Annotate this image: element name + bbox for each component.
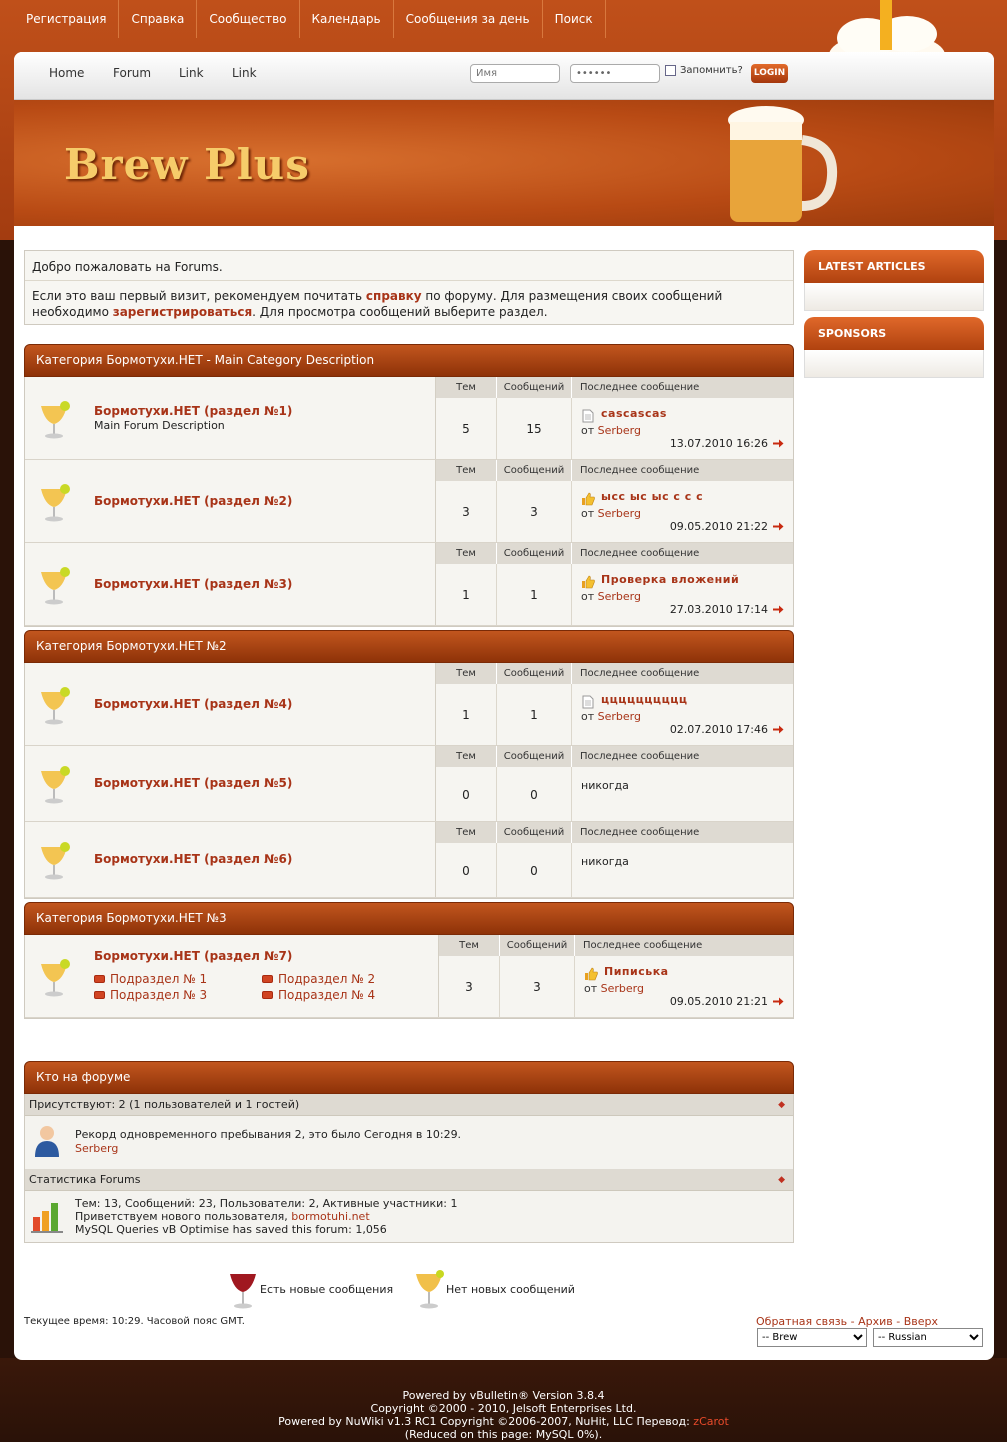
subforum-link[interactable] xyxy=(262,988,375,1002)
legend-new-label: Есть новые сообщения xyxy=(260,1282,394,1296)
subforum-link[interactable] xyxy=(262,972,375,986)
new-posts-icon xyxy=(226,1268,260,1310)
online-record-text: Рекорд одновременного пребывания 2, это было Сегодня в 10:29. xyxy=(75,1128,462,1141)
by-label: от xyxy=(581,507,595,520)
forum-title-link[interactable]: Бормотухи.НЕТ (раздел №3) xyxy=(94,577,293,591)
nav-home[interactable]: Home xyxy=(49,66,85,80)
forum-row xyxy=(25,543,793,626)
bottom-sep: - xyxy=(892,1315,904,1328)
style-select[interactable] xyxy=(757,1328,867,1347)
go-to-last-post-icon[interactable] xyxy=(773,997,784,1006)
go-to-last-post-icon[interactable] xyxy=(773,439,784,448)
last-post-title-link[interactable]: cascascas xyxy=(601,407,667,420)
bottom-links xyxy=(756,1315,938,1328)
posts-header: Сообщений xyxy=(497,543,572,564)
thread-count: 0 xyxy=(436,843,497,897)
forum-categories xyxy=(24,344,794,1019)
nav-link-2[interactable]: Link xyxy=(232,66,257,80)
stats-header-row xyxy=(436,460,793,481)
register-link[interactable]: зарегистрироваться xyxy=(112,305,253,319)
legend-old xyxy=(412,1268,575,1310)
beer-mug-small-image xyxy=(726,106,846,224)
forum-title-link[interactable]: Бормотухи.НЕТ (раздел №5) xyxy=(94,776,293,790)
last-post-header: Последнее сообщение xyxy=(580,548,700,559)
powered-by xyxy=(0,1389,1007,1441)
stats-welcome-text: Приветствуем нового пользователя, xyxy=(75,1210,292,1223)
last-post-header: Последнее сообщение xyxy=(580,751,700,762)
powered-line-4: (Reduced on this page: MySQL 0%). xyxy=(404,1428,603,1441)
remember-me[interactable] xyxy=(665,65,743,76)
last-post-date: 27.03.2010 17:14 xyxy=(669,603,768,616)
last-post-user-link[interactable]: Serberg xyxy=(597,710,641,723)
stats-line-1: Тем: 13, Сообщений: 23, Пользователи: 2, Активные участники: 1 xyxy=(75,1197,458,1210)
main-content xyxy=(24,250,794,325)
never-text: никогда xyxy=(581,855,629,868)
last-post-user-link[interactable]: Serberg xyxy=(597,424,641,437)
top-link[interactable]: Вверх xyxy=(903,1315,938,1328)
subforum-icon xyxy=(94,975,105,983)
posts-header: Сообщений xyxy=(497,377,572,398)
last-post-title-link[interactable]: Пиписька xyxy=(604,965,669,978)
last-post-date: 09.05.2010 21:21 xyxy=(669,995,768,1008)
nav-link-1[interactable]: Link xyxy=(179,66,204,80)
online-present-text: Присутствуют: 2 (1 пользователей и 1 гостей) xyxy=(29,1098,300,1111)
sponsors-title: SPONSORS xyxy=(804,317,984,350)
thread-count: 0 xyxy=(436,767,497,821)
forum-title-link[interactable]: Бормотухи.НЕТ (раздел №1) xyxy=(94,404,293,418)
topnav-register[interactable]: Регистрация xyxy=(14,0,119,38)
welcome-title: Добро пожаловать на Forums. xyxy=(32,260,223,274)
stats-header[interactable] xyxy=(25,1169,793,1191)
last-post-author xyxy=(581,710,641,723)
collapse-icon[interactable]: ◆ xyxy=(778,1100,785,1110)
posts-header: Сообщений xyxy=(497,822,572,843)
topnav-search[interactable]: Поиск xyxy=(543,0,606,38)
last-post-date: 13.07.2010 16:26 xyxy=(669,437,768,450)
legend-old-label: Нет новых сообщений xyxy=(446,1282,575,1296)
stats-header-row xyxy=(436,746,793,767)
topnav-help[interactable]: Справка xyxy=(119,0,197,38)
powered-line-3 xyxy=(0,1415,1007,1428)
thumbs-up-icon xyxy=(581,492,595,506)
go-to-last-post-icon[interactable] xyxy=(773,605,784,614)
last-post-header: Последнее сообщение xyxy=(583,940,703,951)
subforum-label: Подраздел № 2 xyxy=(278,972,376,986)
category-title[interactable]: Категория Бормотухи.НЕТ №2 xyxy=(24,630,794,663)
posts-header: Сообщений xyxy=(500,935,575,956)
last-post-cell xyxy=(572,767,793,821)
site-logo[interactable]: Brew Plus xyxy=(64,140,310,189)
username-input[interactable] xyxy=(470,64,560,83)
forum-status-icon xyxy=(37,763,73,805)
never-text: никогда xyxy=(581,779,629,792)
powered-line-3-text: Powered by NuWiki v1.3 RC1 Copyright ©2006-2007, NuHit, LLC Перевод: xyxy=(278,1415,694,1428)
by-label: от xyxy=(581,710,595,723)
go-to-last-post-icon[interactable] xyxy=(773,725,784,734)
subforum-label: Подраздел № 3 xyxy=(110,988,208,1002)
online-record-row xyxy=(25,1116,793,1169)
stats-header-row xyxy=(439,935,793,956)
by-label: от xyxy=(581,424,595,437)
forum-stats xyxy=(435,460,793,542)
thread-count: 3 xyxy=(439,956,500,1017)
post-count: 15 xyxy=(497,398,572,459)
forum-status-icon xyxy=(37,398,73,440)
help-link[interactable]: справку xyxy=(365,289,422,303)
last-post-header: Последнее сообщение xyxy=(580,465,700,476)
current-time: Текущее время: 10:29. Часовой пояс GMT. xyxy=(24,1316,245,1327)
go-to-last-post-icon[interactable] xyxy=(773,522,784,531)
last-post-header: Последнее сообщение xyxy=(580,827,700,838)
subforum-icon xyxy=(262,991,273,999)
last-post-author xyxy=(584,982,644,995)
category-block xyxy=(24,902,794,1019)
stats-header-row xyxy=(436,663,793,684)
subforum-label: Подраздел № 1 xyxy=(110,972,208,986)
forum-stats xyxy=(435,663,793,745)
topnav-calendar[interactable]: Календарь xyxy=(300,0,394,38)
stats-chart-icon xyxy=(31,1199,65,1233)
threads-header: Тем xyxy=(436,822,497,843)
forum-row xyxy=(25,822,793,898)
stats-line-2 xyxy=(75,1210,370,1223)
translator-link[interactable]: zCarot xyxy=(693,1415,729,1428)
last-post-cell xyxy=(572,398,793,459)
by-label: от xyxy=(584,982,598,995)
welcome-text xyxy=(32,288,782,320)
legend-new xyxy=(226,1268,393,1310)
nav-forum[interactable]: Forum xyxy=(113,66,152,80)
last-post-header: Последнее сообщение xyxy=(580,382,700,393)
bottom-sep: - xyxy=(847,1315,859,1328)
welcome-text-3: . Для просмотра сообщений выберите раздел. xyxy=(252,305,548,319)
welcome-text-1: Если это ваш первый визит, рекомендуем почитать xyxy=(32,289,366,303)
post-count: 1 xyxy=(497,684,572,745)
top-navigation xyxy=(14,0,606,38)
last-post-cell xyxy=(572,684,793,745)
forum-row xyxy=(25,460,793,543)
language-select[interactable] xyxy=(873,1328,983,1347)
threads-header: Тем xyxy=(436,543,497,564)
stats-header-row xyxy=(436,543,793,564)
record-user-link[interactable]: Serberg xyxy=(75,1142,119,1155)
forum-status-icon xyxy=(37,839,73,881)
last-post-title-link[interactable]: цццццццццц xyxy=(601,693,688,706)
new-user-link[interactable]: bormotuhi.net xyxy=(291,1210,370,1223)
welcome-box xyxy=(24,250,794,325)
thread-count: 5 xyxy=(436,398,497,459)
threads-header: Тем xyxy=(439,935,500,956)
threads-header: Тем xyxy=(436,460,497,481)
forum-stats xyxy=(435,543,793,625)
post-count: 0 xyxy=(497,767,572,821)
last-post-title-link[interactable]: ысс ыс ыс с с с xyxy=(601,490,704,503)
document-icon xyxy=(581,409,595,423)
last-post-cell xyxy=(575,956,793,1017)
welcome-text-2: по форуму. Для размещения своих сообщений необходимо xyxy=(32,289,723,319)
powered-line-2: Copyright ©2000 - 2010, Jelsoft Enterprises Ltd. xyxy=(370,1402,637,1415)
forum-title-link[interactable]: Бормотухи.НЕТ (раздел №4) xyxy=(94,697,293,711)
post-count: 3 xyxy=(500,956,575,1017)
last-post-title-link[interactable]: Проверка вложений xyxy=(601,573,740,586)
forum-row xyxy=(25,377,793,460)
thread-count: 3 xyxy=(436,481,497,542)
stats-header-row xyxy=(436,822,793,843)
forum-stats xyxy=(435,377,793,459)
thread-count: 1 xyxy=(436,684,497,745)
forum-title-link[interactable]: Бормотухи.НЕТ (раздел №6) xyxy=(94,852,293,866)
by-label: от xyxy=(581,590,595,603)
last-post-cell xyxy=(572,481,793,542)
thumbs-up-icon xyxy=(584,967,598,981)
last-post-date: 02.07.2010 17:46 xyxy=(669,723,768,736)
posts-header: Сообщений xyxy=(497,460,572,481)
subforum-link[interactable] xyxy=(94,988,207,1002)
last-post-header: Последнее сообщение xyxy=(580,668,700,679)
main-navbar xyxy=(14,52,994,100)
forum-status-icon xyxy=(37,481,73,523)
forum-stats xyxy=(435,822,793,897)
stats-title: Статистика Forums xyxy=(29,1173,141,1186)
sponsors-box xyxy=(804,317,984,378)
thumbs-up-icon xyxy=(581,575,595,589)
login-button[interactable]: LOGIN xyxy=(751,64,788,83)
thread-count: 1 xyxy=(436,564,497,625)
posts-header: Сообщений xyxy=(497,663,572,684)
forum-title-link[interactable]: Бормотухи.НЕТ (раздел №2) xyxy=(94,494,293,508)
last-post-author xyxy=(581,590,641,603)
remember-label: Запомнить? xyxy=(680,65,743,76)
forum-row xyxy=(25,935,793,1018)
forum-status-icon xyxy=(37,956,73,998)
forum-status-icon xyxy=(37,564,73,606)
stats-line-3: MySQL Queries vB Optimise has saved this forum: 1,056 xyxy=(75,1223,387,1236)
latest-articles-box xyxy=(804,250,984,311)
category-block xyxy=(24,344,794,627)
topnav-community[interactable]: Сообщество xyxy=(197,0,299,38)
powered-line-1: Powered by vBulletin® Version 3.8.4 xyxy=(402,1389,605,1402)
last-post-user-link[interactable]: Serberg xyxy=(597,590,641,603)
threads-header: Тем xyxy=(436,746,497,767)
stats-header-row xyxy=(436,377,793,398)
post-count: 3 xyxy=(497,481,572,542)
forum-title-link[interactable]: Бормотухи.НЕТ (раздел №7) xyxy=(94,949,293,963)
no-new-posts-icon xyxy=(412,1268,446,1310)
subforum-icon xyxy=(262,975,273,983)
last-post-user-link[interactable]: Serberg xyxy=(597,507,641,520)
posts-header: Сообщений xyxy=(497,746,572,767)
category-title[interactable]: Категория Бормотухи.НЕТ - Main Category Description xyxy=(24,344,794,377)
last-post-author xyxy=(581,424,641,437)
whos-online-box xyxy=(24,1061,794,1243)
contact-link[interactable]: Обратная связь xyxy=(756,1315,848,1328)
subforum-label: Подраздел № 4 xyxy=(278,988,376,1002)
collapse-icon[interactable]: ◆ xyxy=(778,1175,785,1185)
whos-online-title: Кто на форуме xyxy=(24,1061,794,1094)
page-container xyxy=(14,52,994,1360)
archive-link[interactable]: Архив xyxy=(858,1315,893,1328)
last-post-date: 09.05.2010 21:22 xyxy=(669,520,768,533)
post-count: 1 xyxy=(497,564,572,625)
threads-header: Тем xyxy=(436,377,497,398)
document-icon xyxy=(581,695,595,709)
subforum-link[interactable] xyxy=(94,972,207,986)
remember-checkbox[interactable] xyxy=(665,65,676,76)
stats-row xyxy=(25,1191,793,1242)
password-input[interactable] xyxy=(570,64,660,83)
last-post-user-link[interactable]: Serberg xyxy=(600,982,644,995)
topnav-todays-posts[interactable]: Сообщения за день xyxy=(394,0,543,38)
forum-row xyxy=(25,746,793,822)
category-block xyxy=(24,630,794,899)
forum-stats xyxy=(435,746,793,821)
forum-row xyxy=(25,663,793,746)
user-icon xyxy=(33,1123,61,1159)
latest-articles-title: LATEST ARTICLES xyxy=(804,250,984,283)
forum-status-icon xyxy=(37,684,73,726)
last-post-author xyxy=(581,507,641,520)
subforum-icon xyxy=(94,991,105,999)
threads-header: Тем xyxy=(436,663,497,684)
forum-stats xyxy=(438,935,793,1017)
last-post-cell xyxy=(572,564,793,625)
post-count: 0 xyxy=(497,843,572,897)
last-post-cell xyxy=(572,843,793,897)
online-present-header[interactable] xyxy=(25,1094,793,1116)
site-header xyxy=(14,100,994,226)
forum-description: Main Forum Description xyxy=(94,419,225,432)
category-title[interactable]: Категория Бормотухи.НЕТ №3 xyxy=(24,902,794,935)
